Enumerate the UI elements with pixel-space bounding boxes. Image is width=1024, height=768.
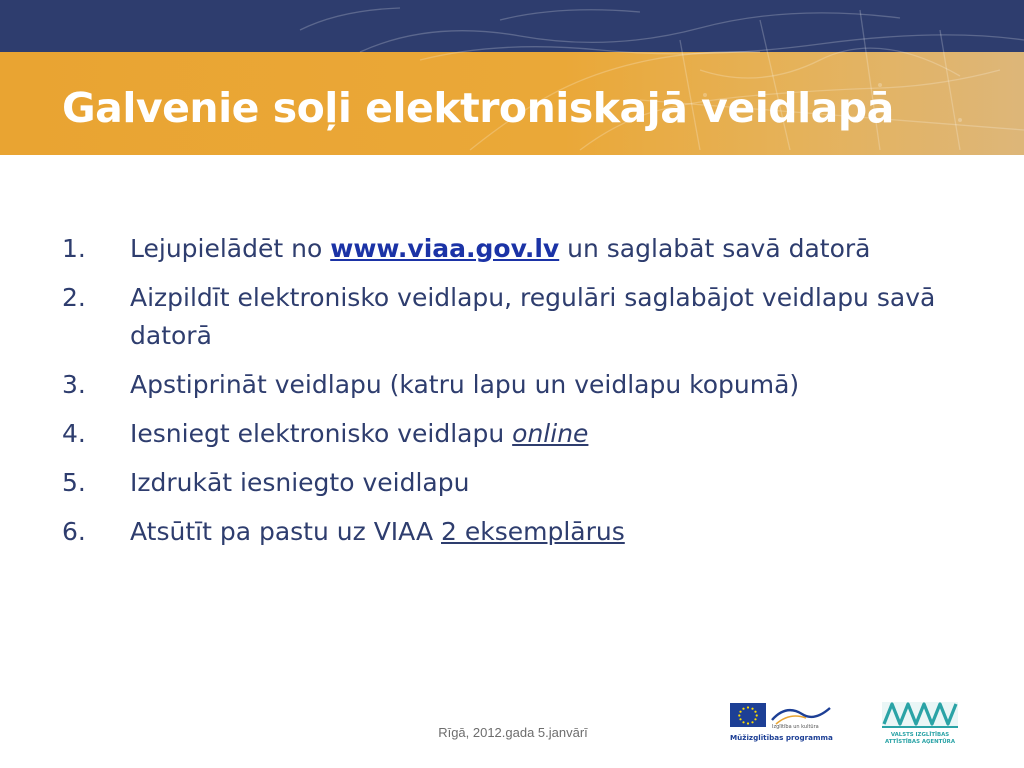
- step-text: Iesniegt elektronisko veidlapu: [130, 419, 513, 448]
- viaa-website-link[interactable]: www.viaa.gov.lv: [330, 234, 560, 263]
- step-number: 2.: [62, 283, 86, 312]
- header-top-band: [0, 0, 1024, 52]
- step-number: 6.: [62, 517, 86, 546]
- step-text: Apstiprināt veidlapu (katru lapu un veidlapu kopumā): [130, 370, 800, 399]
- copies-emphasis: 2 eksemplārus: [441, 517, 625, 546]
- step-number: 1.: [62, 234, 86, 263]
- step-text: Lejupielādēt no: [130, 234, 331, 263]
- viaa-caption-line2: ATTĪSTĪBAS AĢENTŪRA: [884, 739, 956, 745]
- online-emphasis: online: [512, 419, 589, 448]
- list-item: [62, 279, 962, 355]
- step-number: 5.: [62, 468, 86, 497]
- viaa-caption-line1: VALSTS IZGLĪTĪBAS: [890, 732, 950, 738]
- llp-small-caption: Izglītība un kultūra: [772, 724, 819, 730]
- list-item: [62, 230, 962, 268]
- step-text: Aizpildīt elektronisko veidlapu, regulāri saglabājot veidlapu savā datorā: [130, 283, 936, 350]
- step-text: un saglabāt savā datorā: [559, 234, 871, 263]
- footer-date: Rīgā, 2012.gada 5.janvārī: [438, 725, 588, 740]
- step-number: 3.: [62, 370, 86, 399]
- viaa-agency-logo: [878, 698, 968, 748]
- step-text: Izdrukāt iesniegto veidlapu: [130, 468, 470, 497]
- swoosh-icon: [772, 708, 830, 720]
- list-item: [62, 513, 962, 551]
- list-item: [62, 366, 962, 404]
- list-item: [62, 415, 962, 453]
- lifelong-learning-logo: [728, 700, 838, 746]
- llp-name-caption: Mūžizglītības programma: [730, 733, 833, 742]
- list-item: [62, 464, 962, 502]
- slide-title: Galvenie soļi elektroniskajā veidlapā: [62, 84, 894, 132]
- step-number: 4.: [62, 419, 86, 448]
- step-text: Atsūtīt pa pastu uz VIAA: [130, 517, 442, 546]
- steps-list: [62, 230, 962, 562]
